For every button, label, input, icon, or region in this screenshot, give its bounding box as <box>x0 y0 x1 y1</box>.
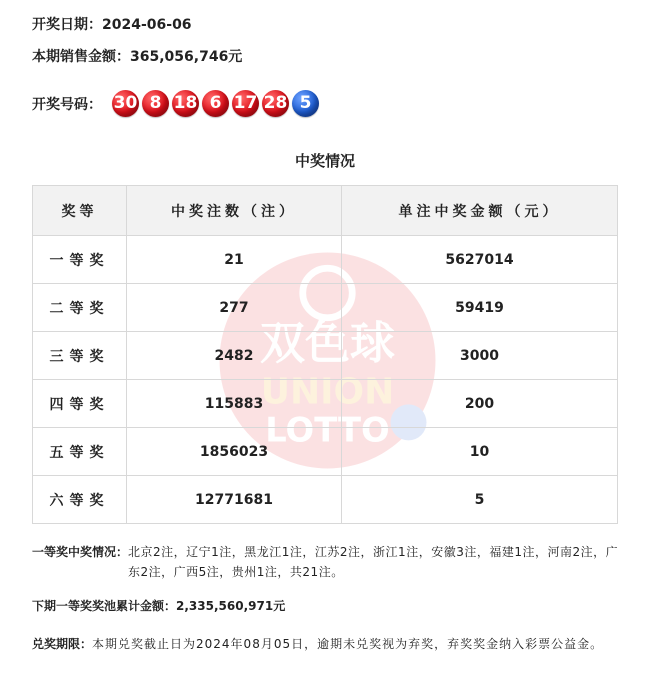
first-prize-distribution <box>32 542 622 582</box>
table-row <box>33 380 618 428</box>
grade-cell: 三等奖 <box>33 332 127 380</box>
grade-cell: 五等奖 <box>33 428 127 476</box>
header-count: 中奖注数（注） <box>127 186 342 236</box>
draw-date-value: 2024-06-06 <box>102 17 192 33</box>
jackpot-pool-line <box>32 596 285 616</box>
table-row <box>33 236 618 284</box>
red-ball: 6 <box>202 90 229 117</box>
table-row <box>33 476 618 524</box>
claim-deadline <box>32 634 622 654</box>
first-prize-text: 北京2注，辽宁1注，黑龙江1注，江苏2注，浙江1注，安徽3注，福建1注，河南2注，广东2注，广西5注，贵州1注，共21注。 <box>128 545 619 579</box>
pool-label: 下期一等奖奖池累计金额： <box>32 599 177 613</box>
deadline-text: 本期兑奖截止日为2024年08月05日，逾期未兑奖视为弃奖，弃奖奖金纳入彩票公益金。 <box>92 637 604 651</box>
count-cell: 2482 <box>127 332 342 380</box>
count-cell: 277 <box>127 284 342 332</box>
grade-cell: 一等奖 <box>33 236 127 284</box>
grade-cell: 四等奖 <box>33 380 127 428</box>
draw-date-line <box>32 14 192 34</box>
draw-date-label: 开奖日期： <box>32 17 102 33</box>
amount-cell: 10 <box>342 428 618 476</box>
red-ball: 28 <box>262 90 289 117</box>
table-row <box>33 332 618 380</box>
watermark-en1: UNION <box>260 371 395 413</box>
first-prize-label: 一等奖中奖情况： <box>32 545 129 559</box>
watermark-cn: 双色球 <box>259 316 396 370</box>
prize-table <box>32 185 618 524</box>
amount-cell: 5 <box>342 476 618 524</box>
header-grade: 奖等 <box>33 186 127 236</box>
pool-amount: 2,335,560,971元 <box>176 599 286 613</box>
amount-cell: 3000 <box>342 332 618 380</box>
winning-numbers-row <box>32 90 322 117</box>
sales-line <box>32 46 242 66</box>
amount-cell: 5627014 <box>342 236 618 284</box>
red-ball: 18 <box>172 90 199 117</box>
grade-cell: 二等奖 <box>33 284 127 332</box>
deadline-label: 兑奖期限： <box>32 637 93 651</box>
sales-amount: 365,056,746元 <box>130 49 243 65</box>
amount-cell: 200 <box>342 380 618 428</box>
header-amount: 单注中奖金额（元） <box>342 186 618 236</box>
winning-numbers-label: 开奖号码： <box>32 96 102 113</box>
table-row <box>33 428 618 476</box>
sales-label: 本期销售金额： <box>32 49 130 65</box>
red-ball: 17 <box>232 90 259 117</box>
count-cell: 115883 <box>127 380 342 428</box>
count-cell: 21 <box>127 236 342 284</box>
table-header-row <box>33 186 618 236</box>
section-title: 中奖情况 <box>294 152 355 170</box>
red-ball: 30 <box>112 90 139 117</box>
blue-ball: 5 <box>292 90 319 117</box>
watermark-en2: LOTTO <box>265 410 390 450</box>
amount-cell: 59419 <box>342 284 618 332</box>
table-row <box>33 284 618 332</box>
count-cell: 12771681 <box>127 476 342 524</box>
red-ball: 8 <box>142 90 169 117</box>
count-cell: 1856023 <box>127 428 342 476</box>
grade-cell: 六等奖 <box>33 476 127 524</box>
